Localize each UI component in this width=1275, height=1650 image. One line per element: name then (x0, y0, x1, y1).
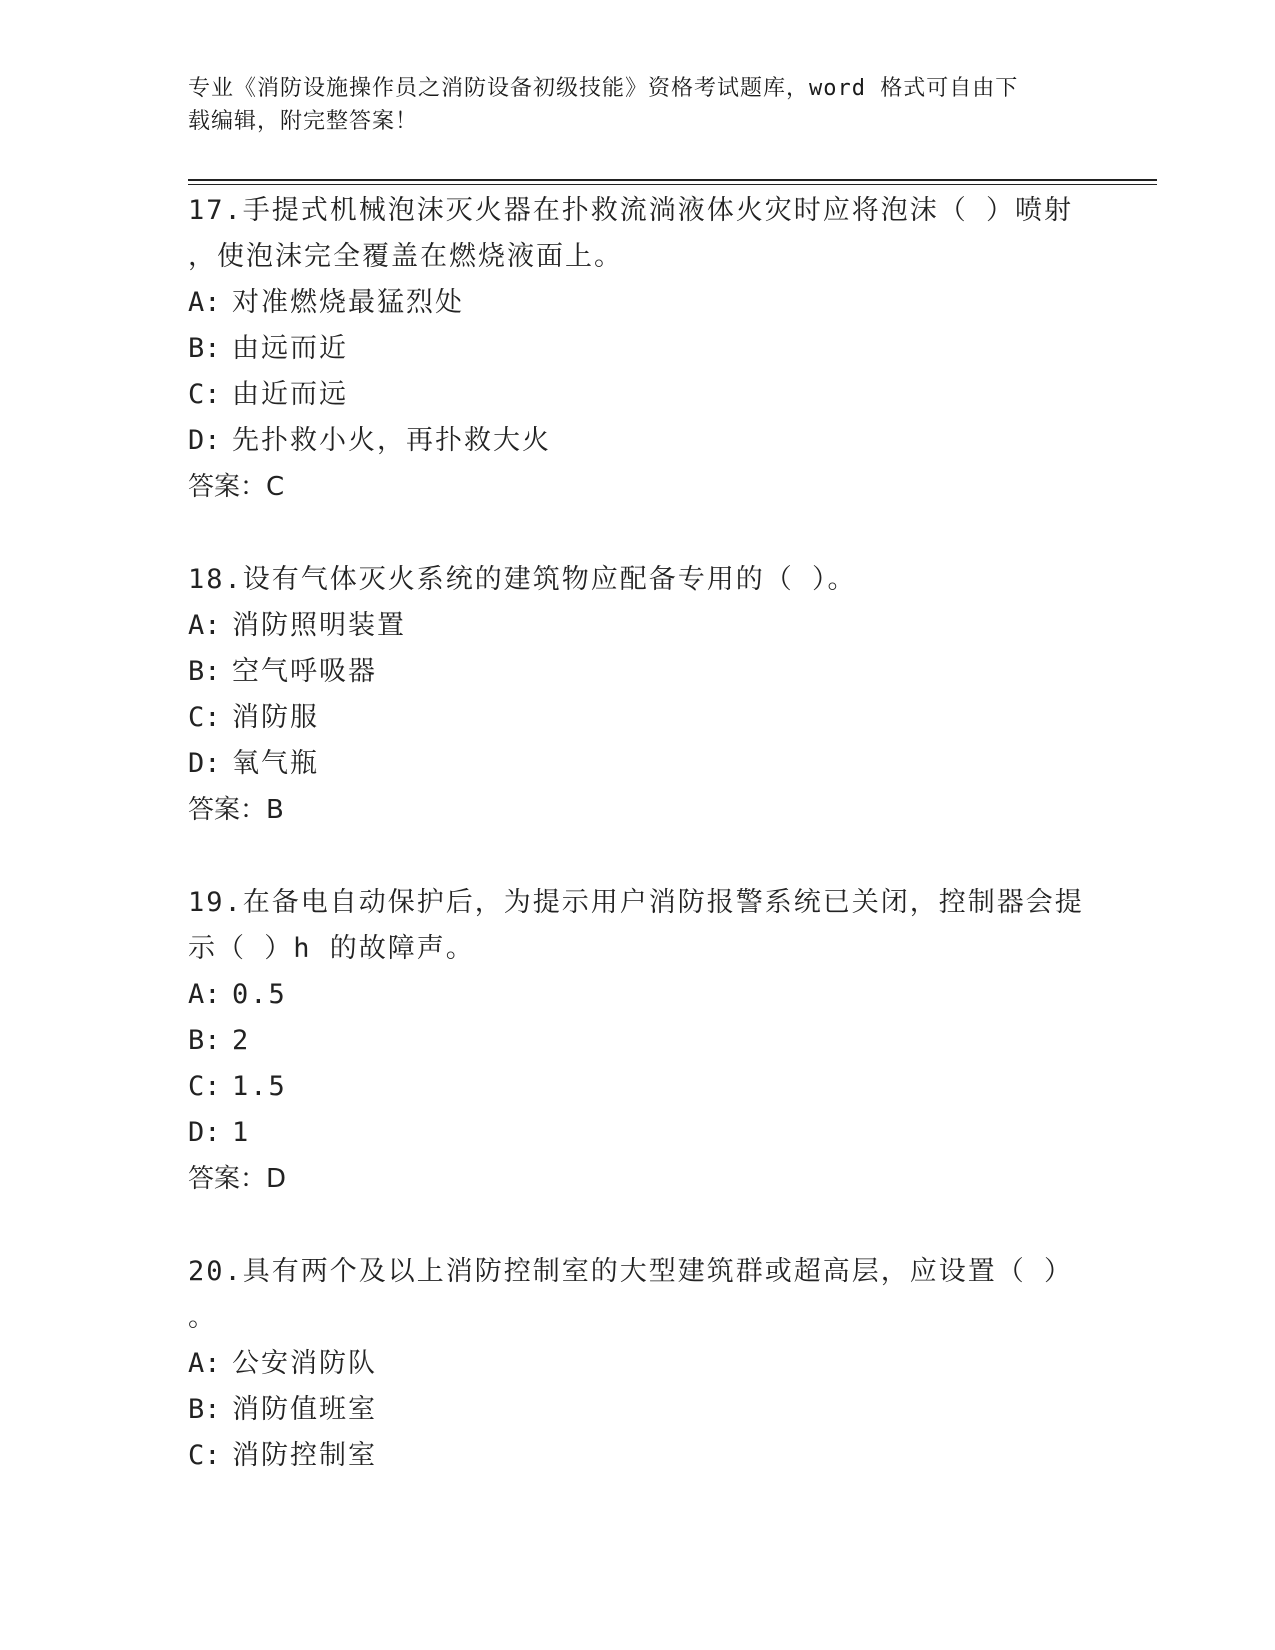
option-text: 公安消防队 (232, 1348, 377, 1379)
question-stem-line: 17.手提式机械泡沫灭火器在扑救流淌液体火灾时应将泡沫（ ）喷射 (188, 195, 1074, 226)
option-text: 氧气瓶 (232, 748, 319, 779)
question-spacer (188, 510, 1088, 557)
question-stem-line: 示（ ）h 的故障声。 (188, 933, 475, 964)
option-key: A: (188, 610, 221, 641)
option-key: B: (188, 333, 221, 364)
option-text: 对准燃烧最猛烈处 (232, 287, 464, 318)
option-a (188, 972, 1088, 1018)
question-spacer (188, 833, 1088, 880)
option-d (188, 1110, 1088, 1156)
header-line-1: 专业《消防设施操作员之消防设备初级技能》资格考试题库，word 格式可自由下 (188, 76, 1019, 101)
question-stem (188, 557, 1088, 603)
option-text: 1.5 (232, 1071, 287, 1102)
option-key: D: (188, 748, 221, 779)
answer-line: 答案：D (188, 1164, 287, 1194)
question-stem (188, 1249, 1088, 1341)
option-text: 由近而远 (232, 379, 348, 410)
option-b (188, 1018, 1088, 1064)
option-key: B: (188, 1394, 221, 1425)
option-b (188, 326, 1088, 372)
option-text: 2 (232, 1025, 251, 1056)
option-d (188, 741, 1088, 787)
header-divider-thin (188, 184, 1157, 185)
option-c (188, 1064, 1088, 1110)
question-stem (188, 880, 1088, 972)
option-key: A: (188, 1348, 221, 1379)
option-a (188, 603, 1088, 649)
question-stem-line: 18.设有气体灭火系统的建筑物应配备专用的（ ）。 (188, 564, 857, 595)
question-spacer (188, 1202, 1088, 1249)
option-key: C: (188, 1440, 221, 1471)
question-list (188, 188, 1088, 1479)
answer-line: 答案：C (188, 472, 285, 502)
option-b (188, 1387, 1088, 1433)
option-key: D: (188, 425, 221, 456)
question-stem-line: 。 (188, 1302, 217, 1333)
option-c (188, 372, 1088, 418)
option-b (188, 649, 1088, 695)
option-a (188, 1341, 1088, 1387)
option-key: B: (188, 1025, 221, 1056)
option-text: 0.5 (232, 979, 287, 1010)
option-key: C: (188, 702, 221, 733)
option-text: 消防控制室 (232, 1440, 377, 1471)
question-stem-line: 20.具有两个及以上消防控制室的大型建筑群或超高层，应设置（ ） (188, 1256, 1074, 1287)
question-stem-line: ，使泡沫完全覆盖在燃烧液面上。 (188, 241, 623, 272)
option-text: 空气呼吸器 (232, 656, 377, 687)
answer-line: 答案：B (188, 795, 284, 825)
option-key: C: (188, 379, 221, 410)
option-key: C: (188, 1071, 221, 1102)
option-c (188, 695, 1088, 741)
option-key: A: (188, 979, 221, 1010)
question-19 (188, 880, 1088, 1202)
question-18 (188, 557, 1088, 833)
question-17 (188, 188, 1088, 510)
option-text: 先扑救小火，再扑救大火 (232, 425, 551, 456)
option-text: 消防照明装置 (232, 610, 406, 641)
question-20 (188, 1249, 1088, 1479)
option-text: 1 (232, 1117, 251, 1148)
document-header (188, 72, 1068, 138)
question-stem-line: 19.在备电自动保护后，为提示用户消防报警系统已关闭，控制器会提 (188, 887, 1084, 918)
option-key: A: (188, 287, 221, 318)
option-key: D: (188, 1117, 221, 1148)
option-key: B: (188, 656, 221, 687)
option-c (188, 1433, 1088, 1479)
option-text: 消防服 (232, 702, 319, 733)
option-a (188, 280, 1088, 326)
option-text: 消防值班室 (232, 1394, 377, 1425)
option-text: 由远而近 (232, 333, 348, 364)
option-d (188, 418, 1088, 464)
question-stem (188, 188, 1088, 280)
header-line-2: 载编辑，附完整答案！ (188, 109, 419, 134)
header-divider-thick (188, 179, 1157, 181)
